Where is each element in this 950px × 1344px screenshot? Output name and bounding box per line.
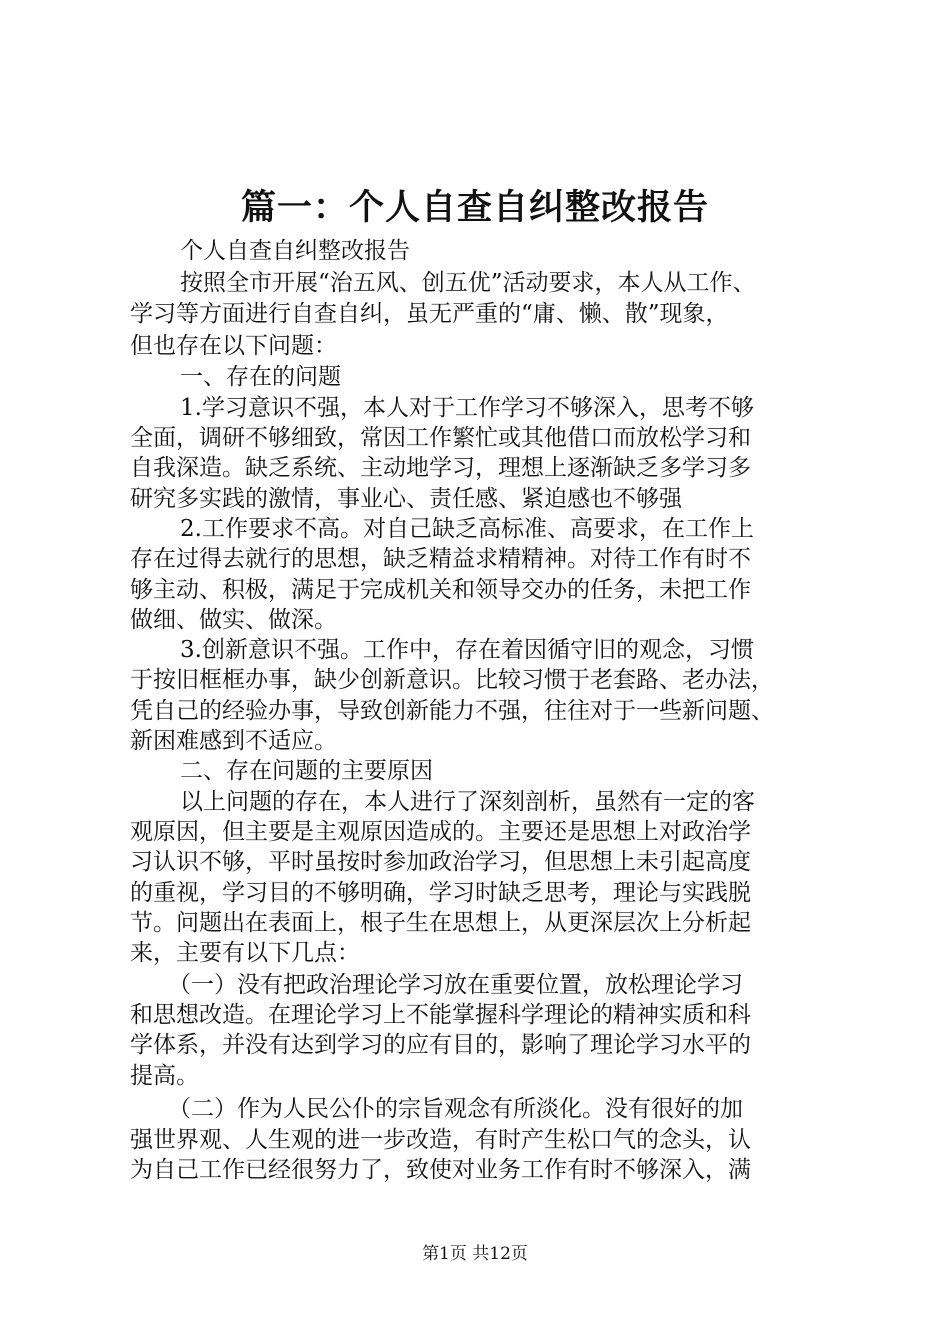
paragraph-line: 的重视，学习目的不够明确，学习时缺乏思考，理论与实践脱 [130,880,751,906]
paragraph-line: 观原因，但主要是主观原因造成的。主要还是思想上对政治学 [130,819,751,845]
paragraph-line: 新困难感到不适应。 [130,728,337,754]
paragraph-line: 强世界观、人生观的进一步改造，有时产生松口气的念头，认 [130,1127,751,1153]
paragraph-line: （一）没有把政治理论学习放在重要位置，放松理论学习 [168,972,743,998]
paragraph-line: 来，主要有以下几点： [130,940,360,966]
paragraph-line: （二）作为人民公仆的宗旨观念有所淡化。没有很好的加 [168,1096,743,1122]
page-footer: 第1页 共12页 [422,1244,528,1264]
paragraph-line: 按照全市开展“治五风、创五优”活动要求，本人从工作、 [180,270,756,296]
subtitle-line: 个人自查自纠整改报告 [180,238,410,264]
paragraph-line: 存在过得去就行的思想，缺乏精益求精精神。对待工作有时不 [130,546,751,572]
paragraph-line: 以上问题的存在，本人进行了深刻剖析，虽然有一定的客 [180,789,755,815]
paragraph-line: 做细、做实、做深。 [130,607,337,633]
paragraph-line: 2.工作要求不高。对自己缺乏高标准、高要求，在工作上 [180,516,754,542]
section-heading: 二、存在问题的主要原因 [180,758,433,784]
document-title: 篇一：个人自查自纠整改报告 [240,188,709,228]
paragraph-line: 学习等方面进行自查自纠，虽无严重的“庸、懒、散”现象， [130,301,729,327]
paragraph-line: 够主动、积极，满足于完成机关和领导交办的任务，未把工作 [130,577,751,603]
paragraph-line: 研究多实践的激情，事业心、责任感、紧迫感也不够强 [130,486,682,512]
paragraph-line: 自我深造。缺乏系统、主动地学习，理想上逐渐缺乏多学习多 [130,455,751,481]
paragraph-line: 3.创新意识不强。工作中，存在着因循守旧的观念，习惯 [180,637,754,663]
section-heading: 一、存在的问题 [180,364,341,390]
paragraph-line: 习认识不够，平时虽按时参加政治学习，但思想上未引起高度 [130,849,751,875]
paragraph-line: 凭自己的经验办事，导致创新能力不强，往往对于一些新问题、 [130,698,774,724]
paragraph-line: 提高。 [130,1063,199,1089]
paragraph-line: 但也存在以下问题： [130,333,337,359]
paragraph-line: 于按旧框框办事，缺少创新意识。比较习惯于老套路、老办法， [130,667,774,693]
paragraph-line: 1.学习意识不强，本人对于工作学习不够深入，思考不够 [180,395,754,421]
paragraph-line: 学体系，并没有达到学习的应有目的，影响了理论学习水平的 [130,1032,751,1058]
paragraph-line: 和思想改造。在理论学习上不能掌握科学理论的精神实质和科 [130,1002,751,1028]
paragraph-line: 节。问题出在表面上，根子生在思想上，从更深层次上分析起 [130,910,751,936]
paragraph-line: 全面，调研不够细致，常因工作繁忙或其他借口而放松学习和 [130,425,751,451]
paragraph-line: 为自己工作已经很努力了，致使对业务工作有时不够深入，满 [130,1157,751,1183]
